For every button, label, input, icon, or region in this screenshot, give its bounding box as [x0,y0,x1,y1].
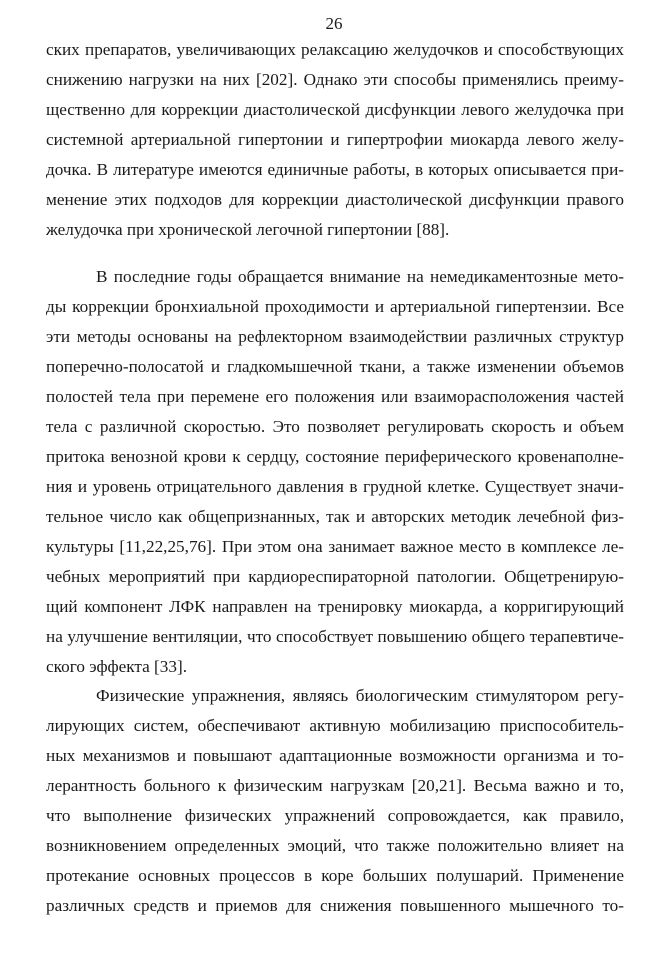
paragraph-3-line-6: возникновением определенных эмоций, что также положительно влияет на [46,836,624,855]
paragraph-1-line-5: дочка. В литературе имеются единичные работы, в которых описывается при- [46,160,624,179]
paragraph-3-line-2: лирующих систем, обеспечивают активную мобилизацию приспособитель- [46,716,624,735]
paragraph-2-line-7: притока венозной крови к сердцу, состояние периферического кровенаполне- [46,447,624,466]
paragraph-2-line-1: В последние годы обращается внимание на немедикаментозные мето- [96,267,624,286]
paragraph-2-line-9: тельное число как общепризнанных, так и авторских методик лечебной физ- [46,507,624,526]
paragraph-1-line-4: системной артериальной гипертонии и гипертрофии миокарда левого желу- [46,130,624,149]
paragraph-3-line-3: ных механизмов и повышают адаптационные возможности организма и то- [46,746,624,765]
paragraph-3-line-1: Физические упражнения, являясь биологическим стимулятором регу- [96,686,624,705]
paragraph-2-line-13: на улучшение вентиляции, что способствует повышению общего терапевтиче- [46,627,624,646]
paragraph-1-line-7: желудочка при хронической легочной гипертонии [88]. [46,220,450,239]
paragraph-3-line-4: лерантность больного к физическим нагрузкам [20,21]. Весьма важно и то, [46,776,624,795]
paragraph-1-line-3: щественно для коррекции диастолической дисфункции левого желудочка при [46,100,624,119]
paragraph-2-line-8: ния и уровень отрицательного давления в грудной клетке. Существует значи- [46,477,624,496]
paragraph-3-line-8: различных средств и приемов для снижения повышенного мышечного то- [46,896,624,915]
paragraph-1-line-6: менение этих подходов для коррекции диастолической дисфункции правого [46,190,624,209]
paragraph-2-line-14: ского эффекта [33]. [46,657,187,676]
paragraph-2-line-2: ды коррекции бронхиальной проходимости и артериальной гипертензии. Все [46,297,624,316]
paragraph-2-line-12: щий компонент ЛФК направлен на тренировку миокарда, а корригирующий [46,597,624,616]
paragraph-2-line-6: тела с различной скоростью. Это позволяет регулировать скорость и объем [46,417,624,436]
page-number: 26 [325,14,343,33]
paragraph-3-line-5: что выполнение физических упражнений сопровождается, как правило, [46,806,624,825]
paragraph-2-line-4: поперечно-полосатой и гладкомышечной ткани, а также изменении объемов [46,357,624,376]
paragraph-2-line-11: чебных мероприятий при кардиореспираторной патологии. Общетренирую- [46,567,624,586]
paragraph-2-line-10: культуры [11,22,25,76]. При этом она занимает важное место в комплексе ле- [46,537,624,556]
paragraph-2-line-5: полостей тела при перемене его положения или взаиморасположения частей [46,387,624,406]
paragraph-3-line-7: протекание основных процессов в коре больших полушарий. Применение [46,866,624,885]
paragraph-1-line-2: снижению нагрузки на них [202]. Однако эти способы применялись преиму- [46,70,624,89]
paragraph-2-line-3: эти методы основаны на рефлекторном взаимодействии различных структур [46,327,624,346]
paragraph-1-line-1: ских препаратов, увеличивающих релаксацию желудочков и способствующих [46,40,624,59]
